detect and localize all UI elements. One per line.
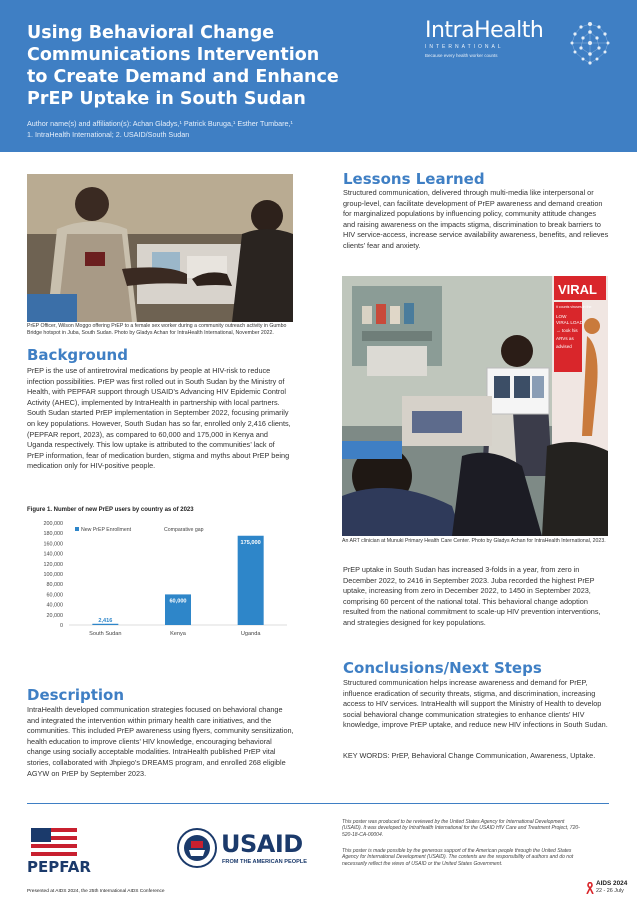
footer-note-1: This poster was produced to be reviewed by the United States Agency for International Development (USAID). It was developed by IntraHealth International for the USAID HIV Care and Treatment Project, 720-520-18-CA-00004. xyxy=(342,819,580,838)
poster-text: → took his xyxy=(556,328,578,333)
usaid-subtitle: FROM THE AMERICAN PEOPLE xyxy=(222,859,307,865)
poster-text: LOW xyxy=(556,314,567,319)
title-line: to Create Demand and Enhance xyxy=(27,67,339,87)
aids-title: AIDS 2024 xyxy=(596,880,628,887)
usaid-logo xyxy=(177,828,317,873)
bar-value-label: 60,000 xyxy=(169,598,187,605)
y-tick-label: 180,000 xyxy=(43,531,63,538)
conclusions-heading: Conclusions/Next Steps xyxy=(343,659,542,677)
title-line: Communications Intervention xyxy=(27,45,320,65)
x-tick-label: Uganda xyxy=(240,631,261,637)
footer-divider xyxy=(27,803,609,804)
globe-dots-icon xyxy=(565,18,615,68)
poster-text: it counts viruses in the xyxy=(556,305,592,309)
poster-title xyxy=(27,22,387,110)
bar-value-label: 175,000 xyxy=(240,539,261,546)
aids-dates: 22 - 26 July xyxy=(596,888,624,894)
aids2024-logo xyxy=(586,880,634,900)
photo1-caption: PrEP Officer, Wilson Moggo offering PrEP to a female sex worker during a community outreach activity in Gumbo Bridge hotspot in Juba, South Sudan. Photo by Gladys Achan for IntraHealth International, November 2022. xyxy=(27,323,287,336)
lessons-text: Structured communication, delivered through multi-media like interpersonal or group-level, can facilitate development of PrEP awareness and demand creation for marginalized populations by influencing policy, community attitude changes and raising awareness on the impacts stigma, discrimination to break barriers to HIV service-access, increase service availability awareness, benefits, and relieves clients’ fear and anxiety. xyxy=(343,188,609,250)
presented-at: Presented at AIDS 2024, the 25th International AIDS Conference xyxy=(27,889,165,894)
y-tick-label: 200,000 xyxy=(43,521,63,527)
legend-label: New PrEP Enrollment xyxy=(81,527,132,533)
background-heading: Background xyxy=(27,346,128,364)
red-ribbon-icon xyxy=(586,882,594,894)
title-line: Using Behavioral Change xyxy=(27,23,275,43)
y-tick-label: 60,000 xyxy=(46,592,63,599)
logo-slogan: Because every health worker counts xyxy=(425,53,498,58)
description-heading: Description xyxy=(27,686,125,704)
chart-annotation: Comparative gap xyxy=(164,527,204,533)
bar xyxy=(92,624,118,625)
y-tick-label: 40,000 xyxy=(46,602,63,609)
chart-svg xyxy=(27,515,295,665)
figure-title: Figure 1. Number of new PrEP users by country as of 2023 xyxy=(27,507,194,513)
keywords: KEY WORDS: PrEP, Behavioral Change Communication, Awareness, Uptake. xyxy=(343,751,596,760)
lessons-heading: Lessons Learned xyxy=(343,170,485,188)
title-line: PrEP Uptake in South Sudan xyxy=(27,89,306,109)
y-tick-label: 100,000 xyxy=(43,572,63,578)
photo-art-clinician xyxy=(342,276,608,536)
bar-chart xyxy=(27,515,295,665)
poster-viral-text: VIRAL xyxy=(558,282,597,297)
bar-value-label: 2,416 xyxy=(98,617,113,624)
logo-name: IntraHealth xyxy=(425,18,544,43)
footer-note-2: This poster is made possible by the generous support of the American people through the United States Agency for International Development (USAID). The contents are the responsibility of authors and do not necessarily reflect the views of USAID or the United States Government. xyxy=(342,848,574,867)
intrahealth-logo xyxy=(425,18,620,73)
background-text: PrEP is the use of antiretroviral medications by people at HIV-risk to reduce infection possibilities. PrEP was first rolled out in South Sudan by the Ministry of Health, with PEPFAR support through USAID’s Advancing HIV Epidemic Control Activity (AHEC), implemented by IntraHealth in partnership with local partners. South Sudan started PrEP implementation in September 2022, focusing primarily on key populations. However, South Sudan has so far, enrolled only 2,416 clients, (PEPFAR report, 2023), as compared to 60,000 and 175,000 in Kenya and Uganda respectively. This low uptake is attributed to the communities’ lack of PrEP information, fear of medication burden, stigma and myths about PrEP being medication only for HIV-positive people. xyxy=(27,366,291,471)
conclusions-text: Structured communication helps increase awareness and demand for PrEP, influence eradication of security threats, stigma, and discrimination, increasing access to HIV services. IntraHealth will support the Ministry of Health to develop social behavioral change communication strategies to enhance clients’ HIV knowledge, improve PrEP uptake, and reduce new HIV infections in South Sudan. xyxy=(343,678,608,730)
poster-text: VIRAL LOAD xyxy=(556,320,583,325)
bar xyxy=(238,536,264,625)
x-tick-label: South Sudan xyxy=(89,631,122,637)
affiliations: 1. IntraHealth International; 2. USAID/South Sudan xyxy=(27,130,190,139)
logo-tagline: INTERNATIONAL xyxy=(425,44,504,50)
usaid-text: USAID xyxy=(221,830,303,858)
header-banner xyxy=(0,0,637,152)
description-text: IntraHealth developed communication strategies focused on behavioral change and integrated the intervention within primary health care initiatives, and the communities. This included PrEP awareness using flyers, community sensitization, health education to improve clients’ HIV knowledge, encouraging behavioral change using socially acceptable modalities. IntraHealth published PrEP vital stories, collaborated with Jhpiego’s DREAMS program, and enrolled 268 eligible AGYW on PrEP by September 2023. xyxy=(27,705,294,778)
y-tick-label: 160,000 xyxy=(43,541,63,548)
uptake-text: PrEP uptake in South Sudan has increased 3-folds in a year, from zero in December 2022, to 2416 in September 2023. Juba recorded the highest PrEP uptake, increasing from zero in December 2022, to 1450 in September 2023, comprising 60 percent of the national total. This behavioral change adoption resulted from the national commitment to scale-up HIV prevention interventions, and strategies designed for key populations. xyxy=(343,565,601,627)
poster-text: advised xyxy=(556,344,572,349)
y-tick-label: 140,000 xyxy=(43,551,63,558)
legend-swatch xyxy=(75,527,79,531)
usaid-seal-icon xyxy=(177,828,217,868)
us-flag-icon xyxy=(31,828,77,856)
photo2-caption: An ART clinician at Munuki Primary Health Care Center. Photo by Gladys Achan for IntraHealth International, 2023. xyxy=(342,538,606,544)
x-tick-label: Kenya xyxy=(170,631,186,637)
author-names: Author name(s) and affiliation(s): Achan Gladys,¹ Patrick Buruga,¹ Esther Tumbare,¹ xyxy=(27,119,293,128)
y-tick-label: 0 xyxy=(60,623,63,629)
poster-text: ARVs as xyxy=(556,336,574,341)
y-tick-label: 120,000 xyxy=(43,561,63,568)
photo-prep-officer xyxy=(27,174,293,322)
y-tick-label: 80,000 xyxy=(46,582,63,589)
pepfar-logo xyxy=(27,828,107,878)
y-tick-label: 20,000 xyxy=(46,612,63,619)
authors-block xyxy=(27,118,293,140)
pepfar-text: PEPFAR xyxy=(27,858,91,876)
